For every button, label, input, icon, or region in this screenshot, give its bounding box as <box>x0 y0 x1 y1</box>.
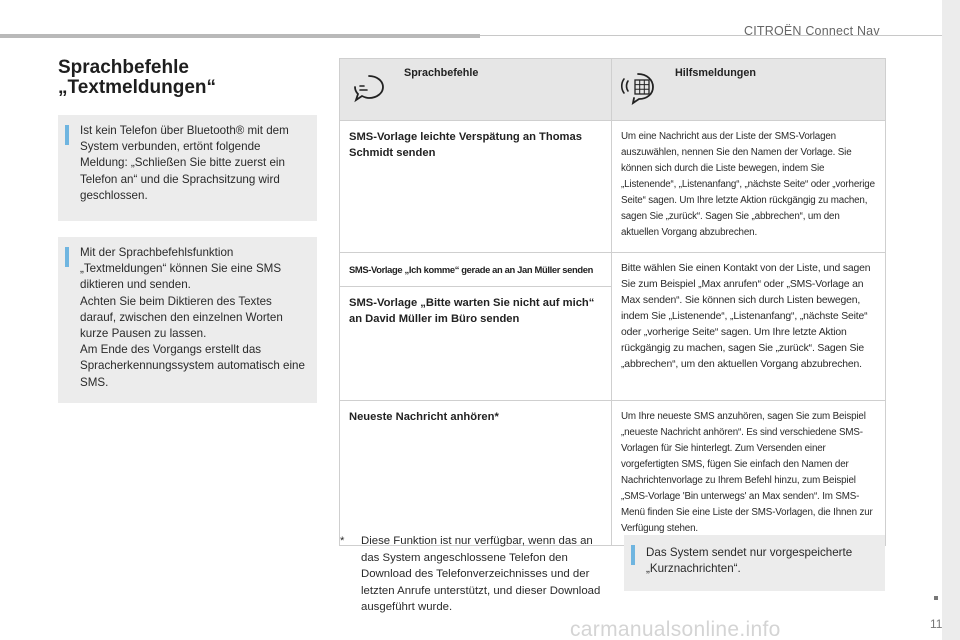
section-title-line1: Sprachbefehle <box>58 57 189 78</box>
info-note-dictation <box>58 237 317 403</box>
watermark: carmanualsonline.info <box>570 618 781 640</box>
info-note-text: Mit der Sprachbefehlsfunktion „Textmeldungen“ können Sie eine SMS diktieren und senden. Achten Sie beim Diktieren des Textes darauf, zwischen den einzelnen Worten kurze Pausen zu lassen. Am Ende des Vorgangs erstellt das Spracherkennungssystem automatisch eine SMS. <box>80 246 305 389</box>
page-marker <box>934 596 938 600</box>
voice-commands-table <box>339 58 886 546</box>
info-bar-icon <box>631 545 635 565</box>
table-row <box>340 253 886 287</box>
table-row <box>340 121 886 253</box>
message-cell: Bitte wählen Sie einen Kontakt von der Liste, und sagen Sie zum Beispiel „Max anrufen“ oder „SMS-Vorlage an Max senden“. Sie können sich durch Listen bewegen, indem Sie „Listenende“, „Listenanfang“, „nächste Seite“ oder „vorherige Seite“ sagen. Um Ihre letzte Aktion rückgängig zu machen, sagen Sie „zurück“. Sagen Sie „abbrechen“, um den aktuellen Vorgang abzubrechen. <box>612 253 886 401</box>
command-cell: Neueste Nachricht anhören* <box>340 401 612 546</box>
info-bar-icon <box>65 125 69 145</box>
header-label-help: Hilfsmeldungen <box>675 67 756 79</box>
info-bar-icon <box>65 247 69 267</box>
table-row <box>340 401 886 546</box>
footnote-marker: * <box>340 535 345 547</box>
message-cell: Um Ihre neueste SMS anzuhören, sagen Sie zum Beispiel „neueste Nachricht anhören“. Es sind verschiedene SMS-Vorlagen für Sie hinterlegt. Zum Versenden einer vorgefertigten SMS, fügen Sie einfach den Namen der Nachrichtenvorlage zu Ihrem Befehl hinzu, zum Beispiel „SMS-Vorlage 'Bin unterwegs' an Max senden“. Im SMS-Menü finden Sie eine Liste der SMS-Vorlagen, die Ihnen zur Verfügung stehen. <box>612 401 886 546</box>
header-label-commands: Sprachbefehle <box>404 67 479 79</box>
command-cell: SMS-Vorlage „Ich komme“ gerade an an Jan Müller senden <box>340 253 612 287</box>
speech-bubble-icon <box>352 73 386 106</box>
page-edge-strip <box>942 0 960 640</box>
info-note-text: Das System sendet nur vorgespeicherte „Kurznachrichten“. <box>646 546 853 576</box>
command-cell: SMS-Vorlage „Bitte warten Sie nicht auf mich“ an David Müller im Büro senden <box>340 287 612 401</box>
header-rule <box>0 34 480 38</box>
command-cell: SMS-Vorlage leichte Verspätung an Thomas Schmidt senden <box>340 121 612 253</box>
page-number: 11 <box>930 617 943 631</box>
footnote-text: Diese Funktion ist nur verfügbar, wenn das an das System angeschlossene Telefon den Download des Telefonverzeichnisses und der letzten Anrufe unterstützt, und dieser Download ausgeführt wurde. <box>361 535 601 614</box>
section-title <box>58 58 216 98</box>
info-note-bluetooth <box>58 115 317 221</box>
header-cell-help <box>612 59 886 121</box>
section-title-line2: „Textmeldungen“ <box>58 77 216 98</box>
message-cell: Um eine Nachricht aus der Liste der SMS-Vorlagen auszuwählen, nennen Sie den Namen der Vorlage. Sie können sich durch die Liste bewegen, indem Sie „Listenende“, „Listenanfang“, „nächste Seite“ oder „vorherige Seite“ sagen. Um Ihre letzte Aktion rückgängig zu machen, sagen Sie „zurück“. Sagen Sie „abbrechen“, um den aktuellen Vorgang abzubrechen. <box>612 121 886 253</box>
running-header: CITROËN Connect Nav <box>744 24 880 38</box>
info-note-sms <box>624 535 885 591</box>
voice-message-icon <box>618 71 658 108</box>
table-header-row <box>340 59 886 121</box>
info-note-text: Ist kein Telefon über Bluetooth® mit dem System verbunden, ertönt folgende Meldung: „Schließen Sie bitte zuerst ein Telefon an“ und die Sprachsitzung wird geschlossen. <box>80 124 289 202</box>
header-cell-commands <box>340 59 612 121</box>
